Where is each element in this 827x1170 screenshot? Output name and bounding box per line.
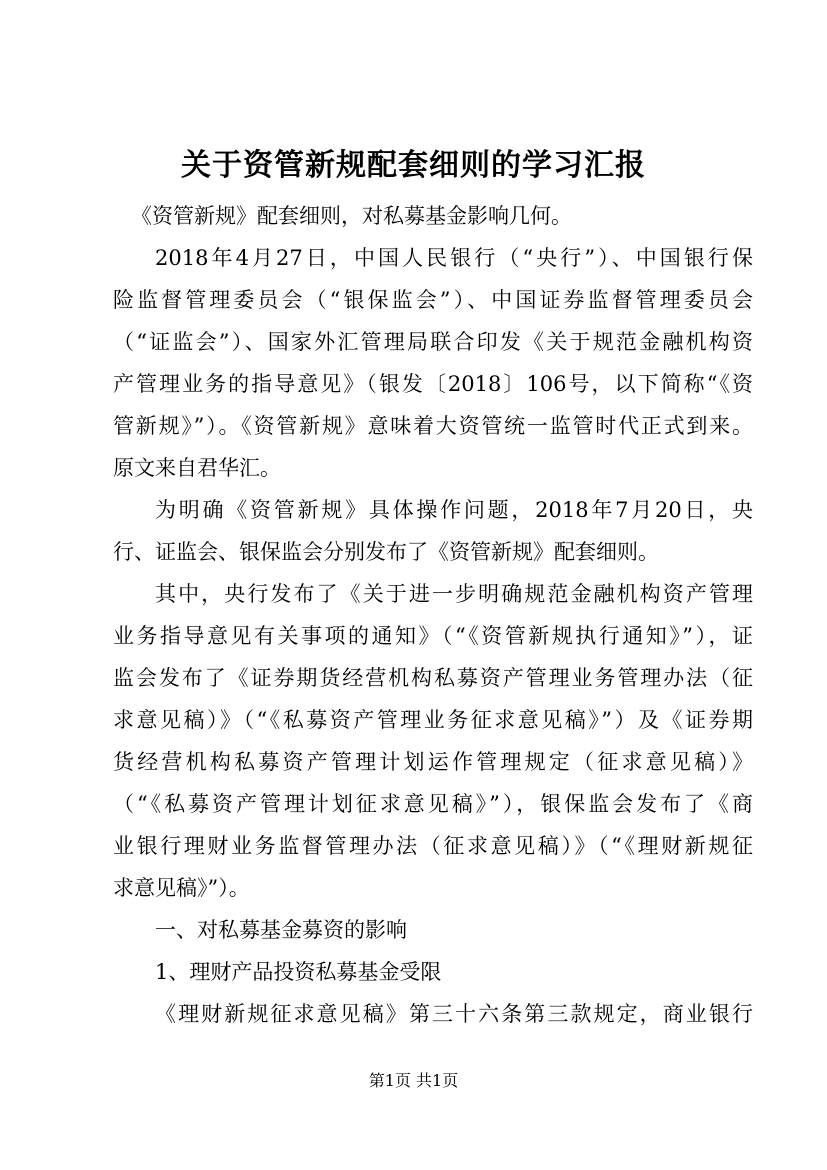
text-line: 2018年4月27日，中国人民银行（“央行”）、中国银行保 [155, 246, 753, 270]
text-line: 求意见稿》”）。 [113, 876, 250, 900]
text-line: 《资管新规》配套细则，对私募基金影响几何。 [131, 204, 572, 228]
text-line: 行、证监会、银保监会分别发布了《资管新规》配套细则。 [113, 540, 659, 564]
text-line: 监会发布了《证券期货经营机构私募资产管理业务管理办法（征 [113, 666, 753, 690]
text-line: 险监督管理委员会（“银保监会”）、中国证券监督管理委员会 [113, 288, 753, 312]
text-line: 管新规》”）。《资管新规》意味着大资管统一监管时代正式到来。 [113, 414, 753, 438]
text-line: 1、理财产品投资私募基金受限 [155, 960, 442, 984]
text-line: 为明确《资管新规》具体操作问题，2018年7月20日，央 [155, 498, 753, 522]
text-line: 其中，央行发布了《关于进一步明确规范金融机构资产管理 [155, 582, 753, 606]
text-line: 求意见稿）》（“《私募资产管理业务征求意见稿》”）及《证券期 [113, 708, 753, 732]
text-line: 业务指导意见有关事项的通知》（“《资管新规执行通知》”），证 [113, 624, 753, 648]
text-line: 一、对私募基金募资的影响 [155, 918, 407, 942]
text-line: 产管理业务的指导意见》（银发〔2018〕106号，以下简称“《资 [113, 372, 753, 396]
text-line: 货经营机构私募资产管理计划运作管理规定（征求意见稿）》 [113, 750, 753, 774]
page-footer: 第1页 共1页 [368, 1071, 459, 1090]
text-line: （“证监会”）、国家外汇管理局联合印发《关于规范金融机构资 [113, 330, 753, 354]
text-line: 《理财新规征求意见稿》第三十六条第三款规定，商业银行 [155, 1002, 753, 1026]
text-line: 业银行理财业务监督管理办法（征求意见稿）》（“《理财新规征 [113, 834, 753, 858]
document-title: 关于资管新规配套细则的学习汇报 [181, 148, 646, 183]
document-body [113, 195, 753, 1035]
text-line: （“《私募资产管理计划征求意见稿》”），银保监会发布了《商 [113, 792, 753, 816]
text-line: 原文来自君华汇。 [113, 456, 281, 480]
